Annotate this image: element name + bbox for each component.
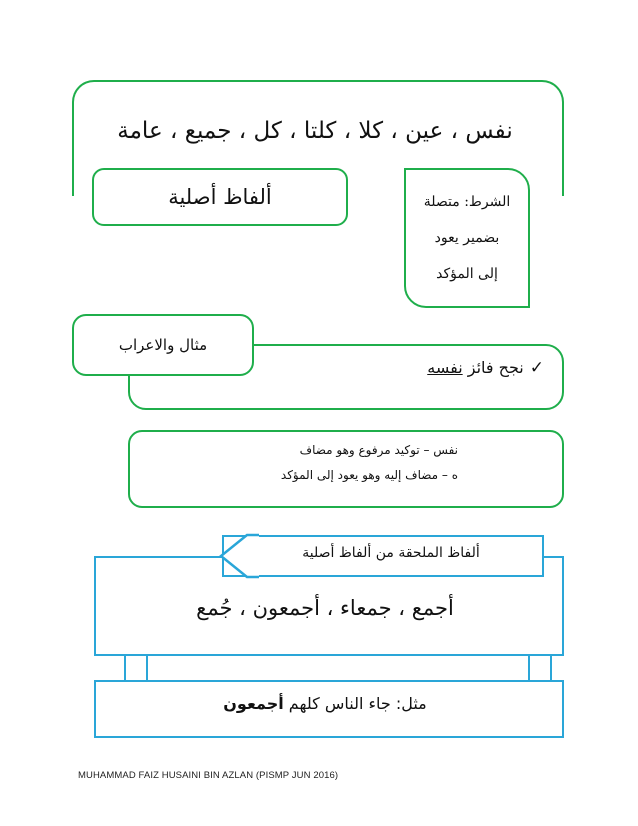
original-words-line: نفس ، عين ، كلا ، كلتا ، كل ، جميع ، عامة bbox=[117, 118, 513, 144]
explanation-text bbox=[150, 438, 458, 488]
explanation-line: ه – مضاف إليه وهو يعود إلى المؤكد bbox=[280, 468, 458, 482]
example-prefix: نجح فائز bbox=[462, 358, 524, 377]
connector-left bbox=[124, 656, 148, 680]
original-words-title-box bbox=[92, 168, 348, 226]
sentence-prefix: مثل: جاء الناس كلهم bbox=[283, 694, 427, 713]
connector-right bbox=[528, 656, 552, 680]
example-title: مثال والاعراب bbox=[118, 336, 208, 354]
example-emphasis: نفسه bbox=[427, 358, 463, 377]
appended-example-sentence bbox=[110, 694, 540, 713]
condition-line: إلى المؤكد bbox=[436, 266, 498, 282]
example-title-box bbox=[72, 314, 254, 376]
condition-line: بضمير يعود bbox=[434, 230, 500, 246]
original-words-title: ألفاظ أصلية bbox=[168, 185, 272, 209]
appended-words-title: ألفاظ الملحقة من ألفاظ أصلية bbox=[302, 545, 480, 561]
explanation-line: نفس – توكيد مرفوع وهو مضاف bbox=[299, 443, 458, 457]
appended-words-line: أجمع ، جمعاء ، أجمعون ، جُمع bbox=[196, 596, 454, 620]
footer-credit: MUHAMMAD FAIZ HUSAINI BIN AZLAN (PISMP JUN 2016) bbox=[78, 770, 339, 781]
condition-text bbox=[404, 184, 530, 292]
check-icon: ✓ bbox=[529, 358, 544, 378]
sentence-emphasis: أجمعون bbox=[223, 694, 284, 713]
example-sentence bbox=[290, 358, 544, 378]
condition-line: الشرط: متصلة bbox=[423, 194, 511, 210]
